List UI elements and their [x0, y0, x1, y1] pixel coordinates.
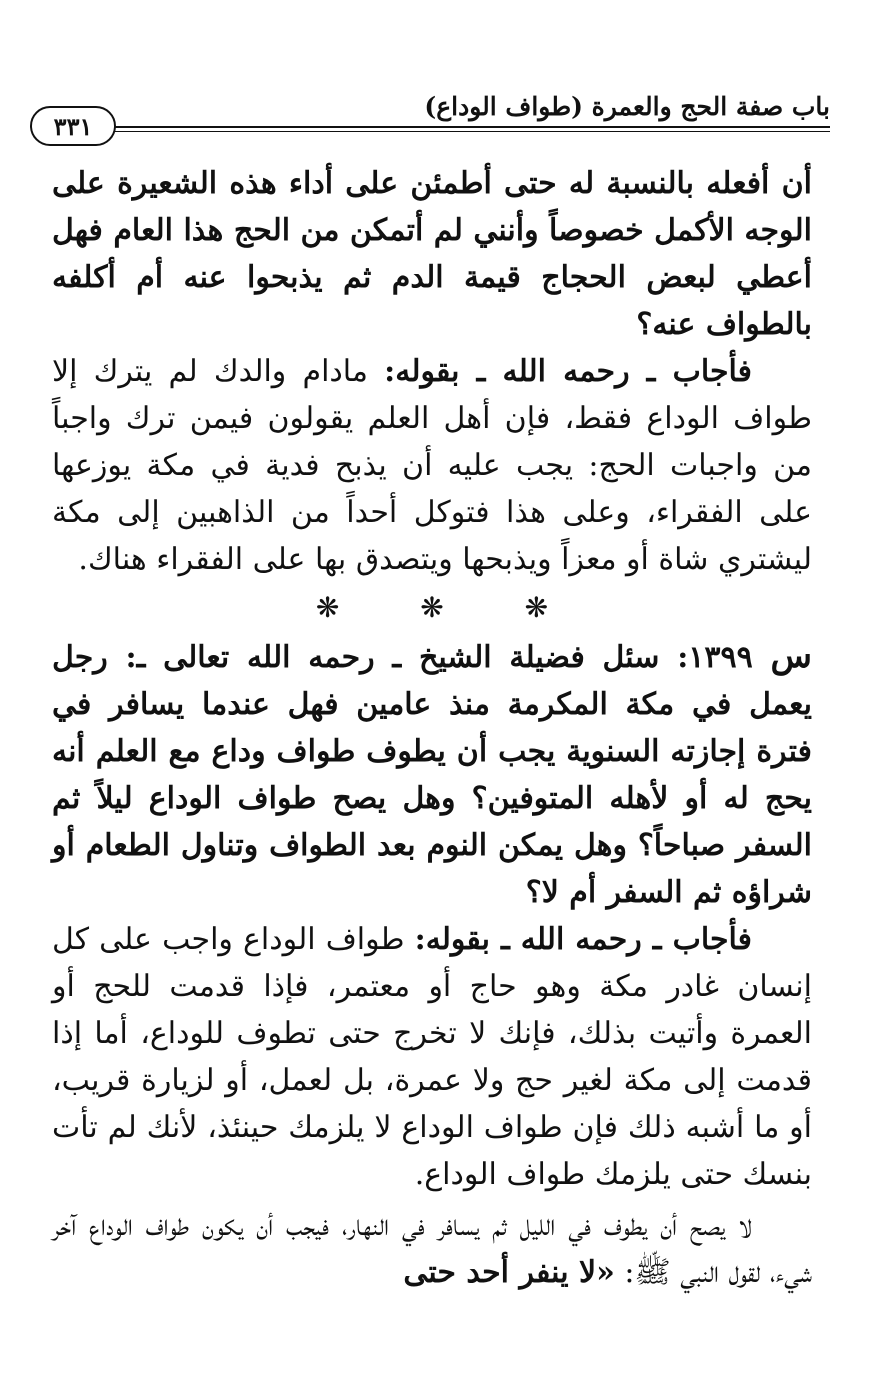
answer-paragraph-1 — [52, 348, 812, 583]
page-number: ٣٣١ — [30, 106, 116, 146]
question-continuation: أن أفعله بالنسبة له حتى أطمئن على أداء هذه الشعيرة على الوجه الأكمل خصوصاً وأنني لم أتمكن من الحج هذا العام فهل أعطي لبعض الحجاج قيمة الدم ثم يذبحوا عنه أم أكلفه بالطواف عنه؟ — [52, 166, 812, 342]
hadith-quote: «لا ينفر أحد حتى — [403, 1255, 615, 1290]
question-1399 — [52, 633, 812, 916]
question-text: ١٣٩٩: سئل فضيلة الشيخ ـ رحمه الله تعالى ـ: رجل يعمل في مكة المكرمة منذ عامين فهل عندما يسافر في فترة إجازته السنوية يجب أن يطوف طواف وداع مع العلم أنه يحج له أو لأهله المتوفين؟ وهل يصح طواف الوداع ليلاً ثم السفر صباحاً؟ وهل يمكن النوم بعد الطواف وتناول الطعام أو شراؤه ثم السفر أم لا؟ — [52, 640, 812, 910]
answer-text: مادام والدك لم يترك إلا طواف الوداع فقط، فإن أهل العلم يقولون فيمن ترك واجباً من واجبات الحج: يجب عليه أن يذبح فدية في مكة يوزعها على الفقراء، وعلى هذا فتوكل أحداً من الذاهبين إلى مكة ليشتري شاة أو معزاً ويذبحها ويتصدق بها على الفقراء هناك. — [52, 354, 812, 577]
answer-lead: فأجاب ـ رحمه الله ـ بقوله: — [384, 354, 752, 389]
answer-text: لا يصح أن يطوف في الليل ثم يسافر في النهار، فيجب أن يكون طواف الوداع آخر شيء، لقول النبي ﷺ: — [52, 1208, 812, 1290]
answer-paragraph-2 — [52, 916, 812, 1198]
page-header — [30, 92, 830, 152]
page-body — [52, 160, 812, 1296]
section-separator: ❋ ❋ ❋ — [315, 591, 585, 624]
chapter-title: باب صفة الحج والعمرة (طواف الوداع) — [416, 92, 830, 121]
answer-paragraph-3 — [52, 1202, 812, 1296]
answer-lead: فأجاب ـ رحمه الله ـ بقوله: — [414, 922, 752, 957]
header-rule — [114, 126, 830, 128]
answer-text: طواف الوداع واجب على كل إنسان غادر مكة وهو حاج أو معتمر، فإذا قدمت للحج أو العمرة وأتيت بذلك، فإنك لا تخرج حتى تطوف للوداع، أما إذا قدمت إلى مكة لغير حج ولا عمرة، بل لعمل، أو لزيارة قريب، أو ما أشبه ذلك فإن طواف الوداع لا يلزمك حينئذ، لأنك لم تأت بنسك حتى يلزمك طواف الوداع. — [52, 922, 812, 1192]
header-rule-thin — [114, 131, 830, 132]
question-label: س — [770, 636, 812, 676]
